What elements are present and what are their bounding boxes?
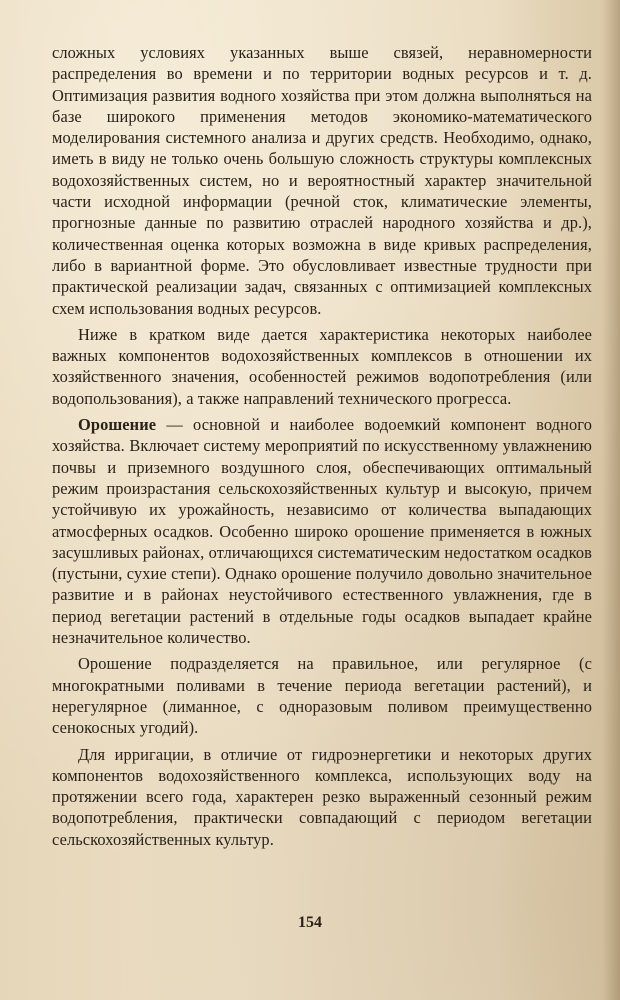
paragraph-3	[52, 414, 592, 648]
paragraph-5: Для ирригации, в отличие от гидроэнергетики и некоторых других компонентов водохозяйственного комплекса, использующих воду на протяжении всего года, характерен резко выраженный сезонный режим водопотребления, практически совпадающий с периодом вегетации сельскохозяйственных культур.	[52, 744, 592, 849]
term-irrigation: Орошение	[78, 415, 157, 435]
paragraph-4: Орошение подразделяется на правильное, или регулярное (с многократными поливами в течение периода вегетации растений), и нерегулярное (лиманное, с одноразовым поливом преимущественно сенокосных угодий).	[52, 654, 592, 738]
paragraph-1: сложных условиях указанных выше связей, неравномерности распределения во времени и по территории водных ресурсов и т. д. Оптимизация развития водного хозяйства при этом должна выполняться на базе широкого применения методов экономико-математического моделирования системного анализа и других средств. Необходимо, однако, иметь в виду не только очень большую сложность структуры комплексных водохозяйственных систем, но и вероятностный характер значительной части исходной информации (речной сток, климатические элементы, прогнозные данные по развитию отраслей народного хозяйства и др.), количественная оценка которых возможна в виде кривых распределения, либо в вариантной форме. Это обусловливает известные трудности при практической реализации задач, связанных с оптимизацией комплексных схем использования водных ресурсов.	[52, 43, 592, 318]
page-edge-shadow	[602, 0, 620, 1000]
page-number: 154	[298, 914, 322, 931]
paragraph-2: Ниже в кратком виде дается характеристика некоторых наиболее важных компонентов водохозяйственных комплексов в отношении их хозяйственного значения, особенностей режимов водопотребления (или водопользования), а также направлений технического прогресса.	[52, 324, 592, 408]
paragraph-3-text: — основной и наиболее водоемкий компонент водного хозяйства. Включает систему мероприятий по искусственному увлажнению почвы и приземного воздушного слоя, обеспечивающих оптимальный режим произрастания сельскохозяйственных культур и высокую, причем устойчивую их урожайность, независимо от количества выпадающих атмосферных осадков. Особенно широко орошение применяется в южных засушливых районах, отличающихся систематическим недостатком осадков (пустыни, сухие степи). Однако орошение получило довольно значительное развитие и в районах неустойчивого естественного увлажнения, где в период вегетации растений в отдельные годы осадков выпадает крайне незначительное количество.	[52, 415, 592, 648]
body-text	[52, 42, 592, 855]
